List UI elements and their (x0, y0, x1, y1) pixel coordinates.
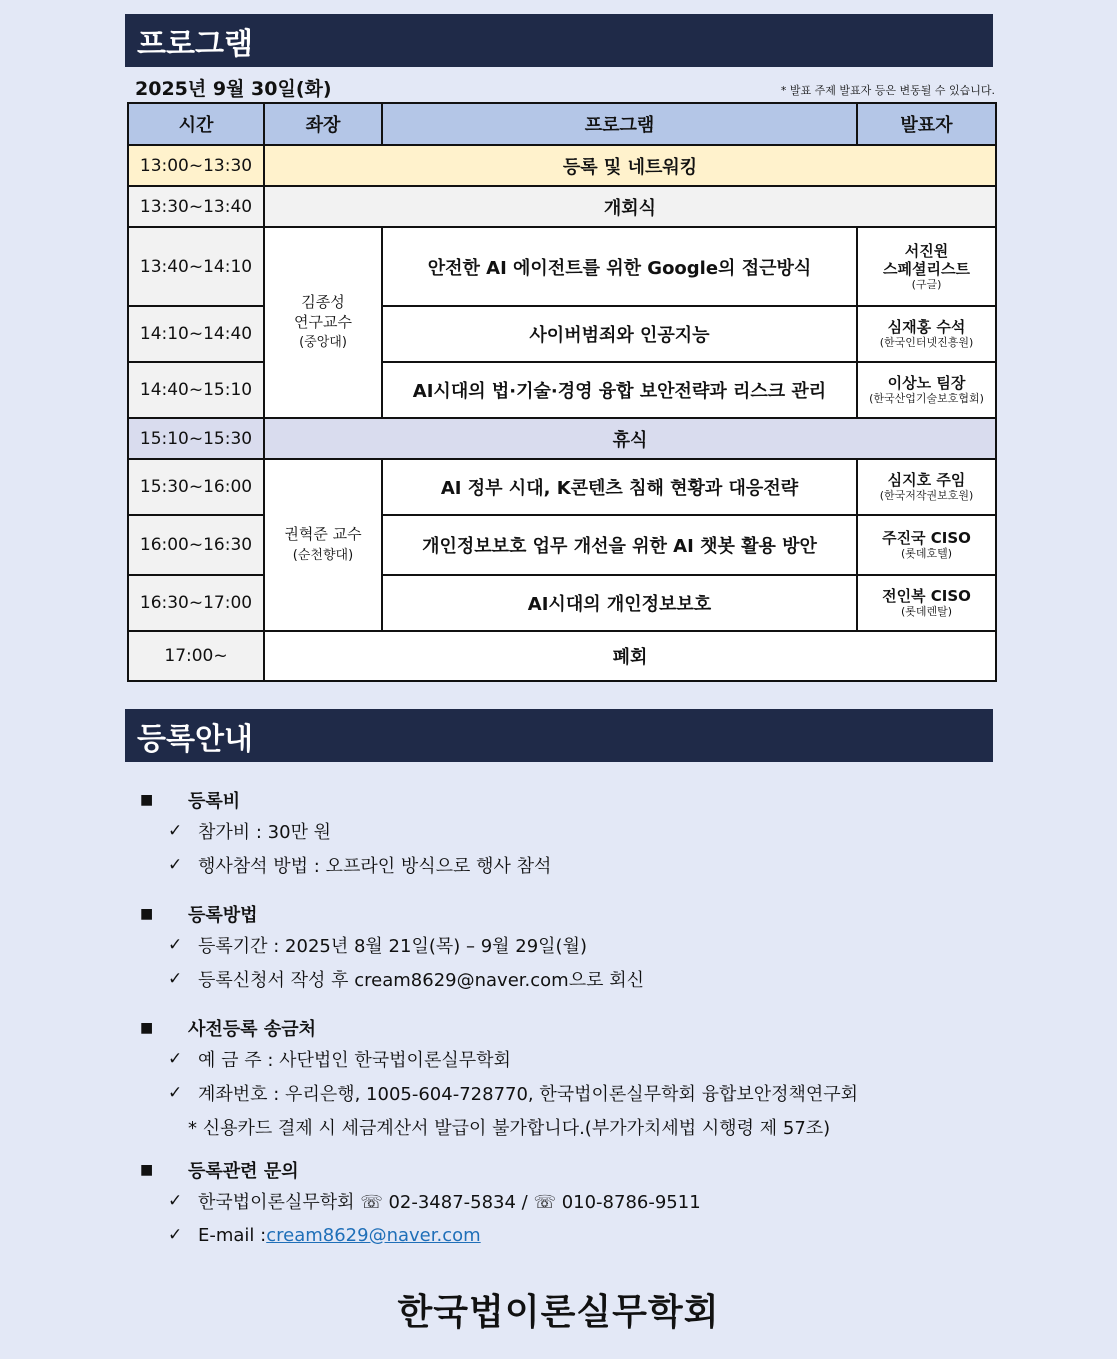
talk-title: AI시대의 법·기술·경영 융합 보안전략과 리스크 관리 (382, 362, 857, 418)
registration-banner-title: 등록안내 (137, 721, 253, 757)
email-label: E-mail : (198, 1224, 267, 1246)
item-text: 한국법이론실무학회 ☏ 02-3487-5834 / ☏ 010-8786-9511 (198, 1192, 701, 1213)
program-banner (125, 14, 993, 67)
time-cell: 14:40~15:10 (128, 362, 264, 418)
table-row (128, 227, 996, 306)
time-cell: 16:30~17:00 (128, 575, 264, 631)
speaker-org: (롯데호텔) (900, 547, 953, 561)
header-program: 프로그램 (382, 103, 857, 145)
check-icon: ✓ (168, 1049, 183, 1069)
speaker-name: 심재홍 수석 (887, 318, 966, 337)
table-row (128, 515, 996, 575)
speaker-name: 서진원 (904, 241, 949, 260)
header-chair: 좌장 (264, 103, 382, 145)
square-bullet-icon: ■ (140, 1020, 154, 1036)
time-cell: 13:00~13:30 (128, 145, 264, 186)
table-row (128, 631, 996, 681)
speaker-cell (857, 362, 996, 418)
square-bullet-icon: ■ (140, 1162, 154, 1178)
table-row (128, 145, 996, 186)
square-bullet-icon: ■ (140, 906, 154, 922)
speaker-cell (857, 575, 996, 631)
item-text: 등록신청서 작성 후 cream8629@naver.com으로 회신 (198, 970, 644, 991)
session-title: 휴식 (264, 418, 996, 459)
square-bullet-icon: ■ (140, 792, 154, 808)
section-title: 등록방법 (188, 905, 258, 926)
time-cell: 15:10~15:30 (128, 418, 264, 459)
item-text: 참가비 : 30만 원 (198, 822, 332, 843)
check-icon: ✓ (168, 1083, 183, 1103)
section-method (140, 900, 1040, 928)
list-item (140, 1076, 1040, 1110)
table-row (128, 575, 996, 631)
speaker-cell (857, 306, 996, 362)
section-title: 사전등록 송금처 (188, 1019, 316, 1040)
talk-title: AI시대의 개인정보보호 (382, 575, 857, 631)
table-row (128, 306, 996, 362)
organization-logo-text: 한국법이론실무학회 (397, 1292, 720, 1333)
check-icon: ✓ (168, 1191, 183, 1211)
header-speaker: 발표자 (857, 103, 996, 145)
check-icon: ✓ (168, 821, 183, 841)
list-item (140, 928, 1040, 962)
section-title: 등록관련 문의 (188, 1161, 299, 1182)
speaker-cell (857, 227, 996, 306)
event-date: 2025년 9월 30일(화) (135, 78, 332, 100)
speaker-name: 전인복 CISO (882, 587, 971, 606)
item-text: 예 금 주 : 사단법인 한국법이론실무학회 (198, 1050, 511, 1071)
schedule-table (127, 102, 997, 682)
list-item (140, 962, 1040, 996)
registration-info (140, 786, 1040, 1252)
time-cell: 16:00~16:30 (128, 515, 264, 575)
talk-title: 사이버범죄와 인공지능 (382, 306, 857, 362)
speaker-org: (구글) (911, 277, 942, 291)
time-cell: 17:00~ (128, 631, 264, 681)
check-icon: ✓ (168, 935, 183, 955)
table-row (128, 186, 996, 227)
chair-name: 권혁준 교수 (284, 525, 362, 544)
item-text: 행사참석 방법 : 오프라인 방식으로 행사 참석 (198, 856, 552, 877)
payment-note: * 신용카드 결제 시 세금계산서 발급이 불가합니다.(부가가치세법 시행령 제 57조) (188, 1118, 831, 1139)
speaker-org: (한국인터넷진흥원) (879, 336, 974, 350)
speaker-cell (857, 459, 996, 515)
talk-title: 개인정보보호 업무 개선을 위한 AI 챗봇 활용 방안 (382, 515, 857, 575)
chair-cell (264, 227, 382, 418)
email-link[interactable]: cream8629@naver.com (266, 1224, 481, 1246)
speaker-cell (857, 515, 996, 575)
time-cell: 15:30~16:00 (128, 459, 264, 515)
table-header-row (128, 103, 996, 145)
time-cell: 13:30~13:40 (128, 186, 264, 227)
list-item (140, 1042, 1040, 1076)
section-fee (140, 786, 1040, 814)
list-item (140, 1218, 1040, 1252)
time-cell: 14:10~14:40 (128, 306, 264, 362)
list-item (140, 1184, 1040, 1218)
check-icon: ✓ (168, 855, 183, 875)
table-row (128, 418, 996, 459)
time-cell: 13:40~14:10 (128, 227, 264, 306)
list-item (140, 814, 1040, 848)
chair-org: (중앙대) (299, 335, 347, 351)
registration-banner (125, 709, 993, 762)
section-inquiry (140, 1156, 1040, 1184)
item-text: 계좌번호 : 우리은행, 1005-604-728770, 한국법이론실무학회 융합보안정책연구회 (198, 1084, 859, 1105)
program-banner-title: 프로그램 (137, 26, 253, 62)
table-row (128, 459, 996, 515)
speaker-org: (한국산업기술보호협회) (869, 392, 984, 406)
chair-name: 김종성 (301, 293, 345, 312)
session-title: 등록 및 네트워킹 (264, 145, 996, 186)
section-payment (140, 1014, 1040, 1042)
table-row (128, 362, 996, 418)
check-icon: ✓ (168, 969, 183, 989)
chair-cell (264, 459, 382, 631)
talk-title: AI 정부 시대, K콘텐츠 침해 현황과 대응전략 (382, 459, 857, 515)
session-title: 폐회 (264, 631, 996, 681)
speaker-org: (한국저작권보호원) (879, 489, 974, 503)
session-title: 개회식 (264, 186, 996, 227)
speaker-title: 스페셜리스트 (883, 259, 970, 278)
talk-title: 안전한 AI 에이전트를 위한 Google의 접근방식 (382, 227, 857, 306)
speaker-name: 이상노 팀장 (887, 374, 966, 393)
chair-title: 연구교수 (294, 312, 352, 331)
speaker-name: 심지호 주임 (887, 471, 966, 490)
check-icon: ✓ (168, 1225, 183, 1245)
speaker-name: 주진국 CISO (882, 529, 971, 548)
section-title: 등록비 (188, 791, 241, 812)
item-text: 등록기간 : 2025년 8월 21일(목) – 9월 29일(월) (198, 936, 587, 957)
speaker-org: (롯데렌탈) (900, 605, 953, 619)
header-time: 시간 (128, 103, 264, 145)
change-notice: * 발표 주제 발표자 등은 변동될 수 있습니다. (780, 84, 995, 97)
chair-org: (순천향대) (292, 547, 354, 563)
list-item (140, 848, 1040, 882)
